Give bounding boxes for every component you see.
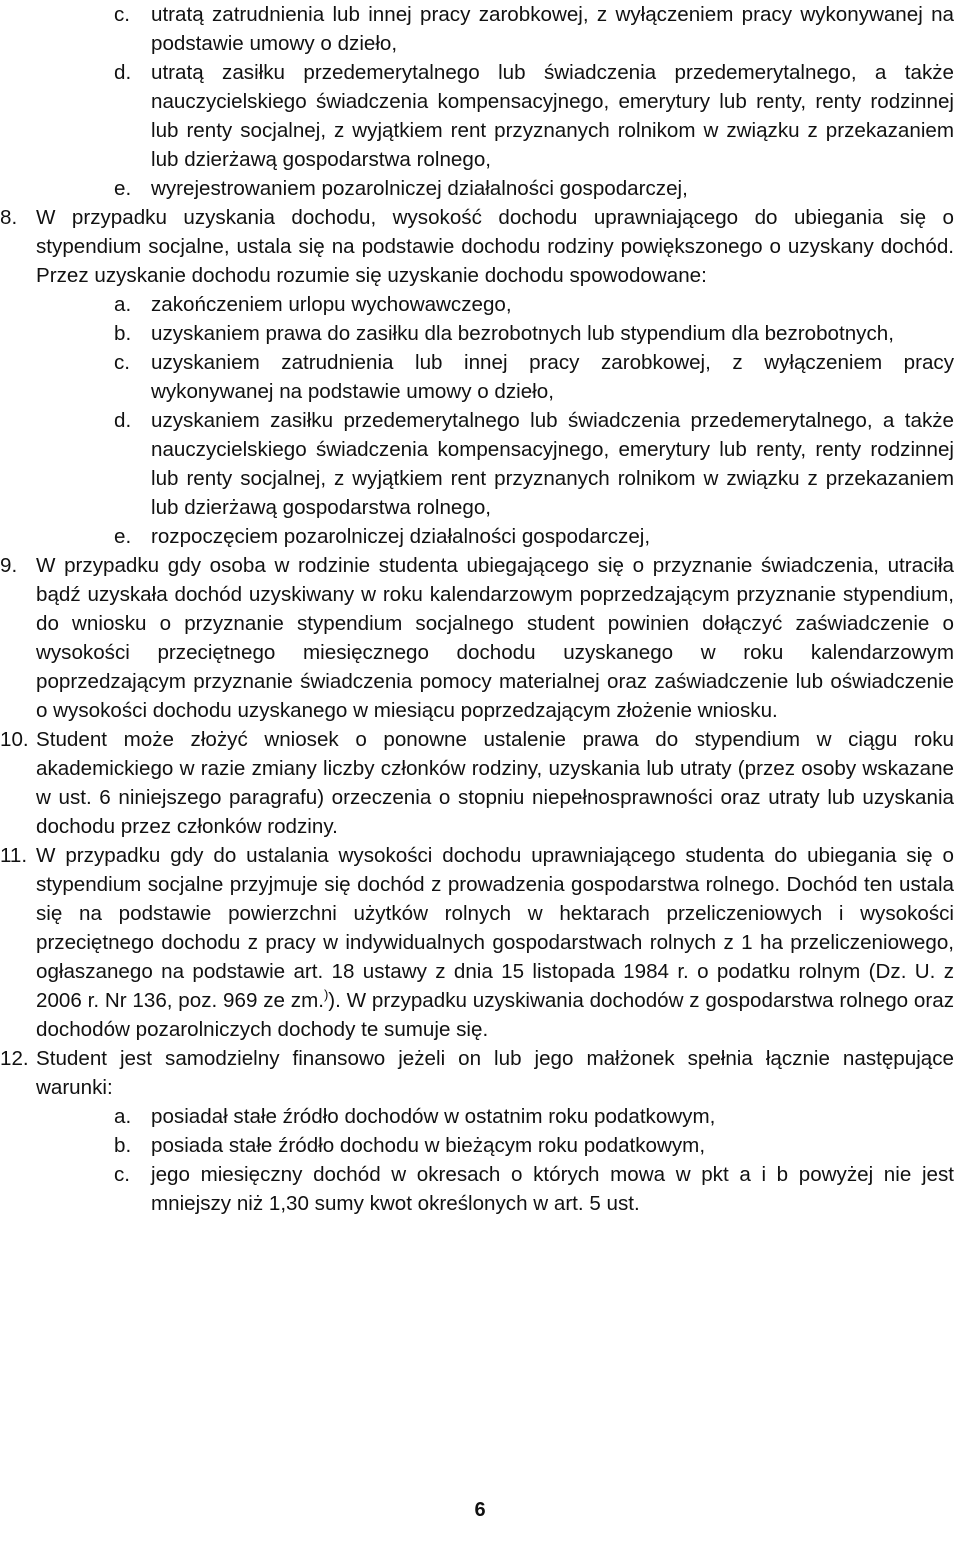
paragraph-12 xyxy=(0,1044,954,1102)
paragraph-8 xyxy=(0,203,954,290)
page-number: 6 xyxy=(474,1499,486,1521)
paragraph-text: W przypadku gdy osoba w rodzinie studenta ubiegającego się o przyznanie świadczenia, utraciła bądź uzyskała dochód uzyskiwany w roku kalendarzowym poprzedzającym przyznanie stypendium, do wniosku o przyznanie stypendium socjalnego student powinien dołączyć zaświadczenie o wysokości przeciętnego miesięcznego dochodu uzyskanego w roku kalendarzowym poprzedzającym przyznanie świadczenia pomocy materialnej oraz zaświadczenie lub oświadczenie o wysokości dochodu uzyskanego w miesiącu poprzedzającym złożenie wniosku. xyxy=(36,554,954,722)
paragraph-text-part: ). W przypadku uzyskiwania dochodów z gospodarstwa rolnego oraz dochodów pozarolniczych dochody te sumuje się. xyxy=(36,989,954,1041)
paragraph-number: 10. xyxy=(0,728,29,751)
list-item xyxy=(114,348,954,406)
top-sublist xyxy=(0,0,960,203)
item-text: posiada stałe źródło dochodu w bieżącym roku podatkowym, xyxy=(151,1134,706,1157)
item-text: utratą zasiłku przedemerytalnego lub świadczenia przedemerytalnego, a także nauczycielskiego świadczenia kompensacyjnego, emerytury lub renty, renty rodzinnej lub renty socjalnej, z wyjątkiem rent przyznanych rolnikom w związku z przekazaniem lub dzierżawą gospodarstwa rolnego, xyxy=(151,61,954,171)
list-item xyxy=(114,522,954,551)
list-item xyxy=(114,1131,954,1160)
item-label: e. xyxy=(114,525,132,548)
item-label: c. xyxy=(114,351,131,374)
item-label: c. xyxy=(114,3,131,26)
item-text: zakończeniem urlopu wychowawczego, xyxy=(151,293,512,316)
paragraph-number: 11. xyxy=(0,844,28,867)
paragraph-9 xyxy=(0,551,954,725)
item-text: rozpoczęciem pozarolniczej działalności gospodarczej, xyxy=(151,525,651,548)
paragraph-text-part: W przypadku gdy do ustalania wysokości dochodu uprawniającego studenta do ubiegania się o stypendium socjalne przyjmuje się dochód z prowadzenia gospodarstwa rolnego. Dochód ten ustala się na podstawie powierzchni użytków rolnych w hektarach przeliczeniowych i wysokości przeciętnego dochodu z pracy w indywidualnych gospodarstwach rolnych z 1 ha przeliczeniowego, ogłaszanego na podstawie art. 18 ustawy z dnia 15 listopada 1984 r. o podatku rolnym (Dz. U. z 2006 r. Nr 136, poz. 969 ze zm. xyxy=(36,844,954,1012)
paragraph-text: W przypadku uzyskania dochodu, wysokość dochodu uprawniającego do ubiegania się o stypendium socjalne, ustala się na podstawie dochodu rodziny powiększonego o uzyskany dochód. Przez uzyskanie dochodu rozumie się uzyskanie dochodu spowodowane: xyxy=(36,206,954,287)
list-item xyxy=(114,406,954,522)
item-label: e. xyxy=(114,177,132,200)
list-item xyxy=(114,0,954,58)
paragraph-11 xyxy=(0,841,954,1044)
list-item xyxy=(114,290,954,319)
item-label: d. xyxy=(114,61,132,84)
paragraph-number: 8. xyxy=(0,206,18,229)
item-text: posiadał stałe źródło dochodów w ostatnim roku podatkowym, xyxy=(151,1105,716,1128)
paragraph-text xyxy=(36,841,954,1044)
item-text: jego miesięczny dochód w okresach o których mowa w pkt a i b powyżej nie jest mniejszy niż 1,30 sumy kwot określonych w art. 5 ust. xyxy=(151,1163,954,1215)
paragraph-number: 12. xyxy=(0,1047,29,1070)
list-item xyxy=(114,1102,954,1131)
item-text: utratą zatrudnienia lub innej pracy zarobkowej, z wyłączeniem pracy wykonywanej na podstawie umowy o dzieło, xyxy=(151,3,954,55)
item-label: b. xyxy=(114,1134,132,1157)
item-label: a. xyxy=(114,1105,132,1128)
item-text: wyrejestrowaniem pozarolniczej działalności gospodarczej, xyxy=(151,177,688,200)
paragraph-12-sublist xyxy=(0,1102,960,1218)
item-label: b. xyxy=(114,322,132,345)
paragraph-number: 9. xyxy=(0,554,18,577)
paragraph-10 xyxy=(0,725,954,841)
item-label: c. xyxy=(114,1163,131,1186)
item-label: a. xyxy=(114,293,132,316)
paragraph-text: Student może złożyć wniosek o ponowne ustalenie prawa do stypendium w ciągu roku akademickiego w razie zmiany liczby członków rodziny, uzyskania lub utraty (przez osoby wskazane w ust. 6 niniejszego paragrafu) orzeczenia o stopniu niepełnosprawności oraz utraty lub uzyskania dochodu przez członków rodziny. xyxy=(36,728,954,838)
item-text: uzyskaniem prawa do zasiłku dla bezrobotnych lub stypendium dla bezrobotnych, xyxy=(151,322,894,345)
list-item xyxy=(114,58,954,174)
list-item xyxy=(114,319,954,348)
item-text: uzyskaniem zasiłku przedemerytalnego lub świadczenia przedemerytalnego, a także nauczycielskiego świadczenia kompensacyjnego, emerytury lub renty, renty rodzinnej lub renty socjalnej, z wyjątkiem rent przyznanych rolnikom w związku z przekazaniem lub dzierżawą gospodarstwa rolnego, xyxy=(151,409,954,519)
item-label: d. xyxy=(114,409,132,432)
item-text: uzyskaniem zatrudnienia lub innej pracy zarobkowej, z wyłączeniem pracy wykonywanej na podstawie umowy o dzieło, xyxy=(151,351,954,403)
paragraph-8-sublist xyxy=(0,290,960,551)
list-item xyxy=(114,174,954,203)
paragraph-text: Student jest samodzielny finansowo jeżeli on lub jego małżonek spełnia łącznie następujące warunki: xyxy=(36,1047,954,1099)
list-item xyxy=(114,1160,954,1218)
footnote-marker: ) xyxy=(323,987,329,1003)
